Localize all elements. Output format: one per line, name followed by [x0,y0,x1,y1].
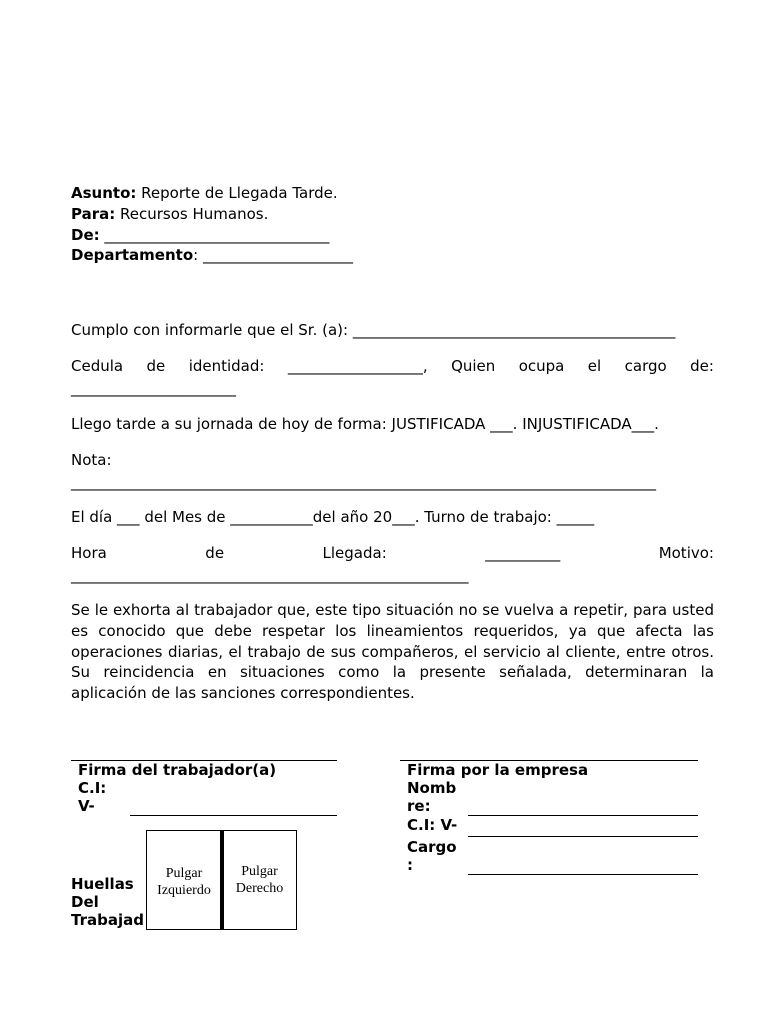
cedula-line [71,357,714,375]
pulgar-izquierdo-line2: Izquierdo [157,883,211,898]
departamento-label: Departamento [71,246,194,264]
firma-empresa-title: Firma por la empresa [407,761,589,779]
asunto-line [71,184,338,202]
empresa-nombre-line [468,815,698,816]
trabajador-v-label: V- [78,797,95,815]
empresa-ci-label: C.I: V- [407,816,458,834]
hora-blank: __________ [485,544,561,562]
asunto-value: Reporte de Llegada Tarde. [141,184,338,202]
hora-word: de [205,544,225,562]
cedula-word: de [146,357,166,375]
departamento-line [71,246,353,264]
huellas-label-1: Huellas [71,875,134,893]
empresa-cargo-label: Cargo [407,838,457,856]
cedula-word: identidad: [188,357,265,375]
cedula-word: Quien [451,357,496,375]
empresa-nombre-label-cont: re: [407,797,431,815]
exhortacion-paragraph: Se le exhorta al trabajador que, este tipo situación no se vuelva a repetir, para usted es conocido que debe respetar los lineamientos requeridos, ya que afecta las operaciones diarias, el trabajo de sus compañeros, el servicio al cliente, entre otros. Su reincidencia en situaciones como la presente señalada, determinaran la aplicación de las sanciones correspondientes. [71,601,714,703]
empresa-cargo-label-cont: : [407,856,413,874]
empresa-nombre-label: Nomb [407,779,457,797]
motivo-blank: _____________________________________________________ [71,566,469,584]
pulgar-izquierdo-box [146,830,222,930]
para-value: Recursos Humanos. [120,205,269,223]
hora-line [71,544,714,562]
para-label: Para: [71,205,116,223]
de-line [71,226,329,244]
pulgar-derecho-line2: Derecho [235,881,284,896]
trabajador-ci-label: C.I: [78,779,107,797]
fecha-line: El día ___ del Mes de ___________del año 20___. Turno de trabajo: _____ [71,508,595,526]
huellas-label-2: Del [71,893,99,911]
de-field: ______________________________ [104,226,330,244]
cargo-blank: ______________________ [71,379,236,397]
informe-line: Cumplo con informarle que el Sr. (a): ___________________________________________ [71,321,676,339]
para-line [71,205,268,223]
asunto-label: Asunto: [71,184,137,202]
nota-label: Nota: [71,451,112,469]
llegada-line: Llego tarde a su jornada de hoy de forma: JUSTIFICADA ___. INJUSTIFICADA___. [71,415,659,433]
cedula-blank: __________________, [287,357,428,375]
hora-word: Hora [71,544,107,562]
firma-trabajador-title: Firma del trabajador(a) [78,761,277,779]
pulgar-izquierdo-line1: Pulgar [165,866,203,881]
pulgar-derecho-box [222,830,297,930]
cedula-word: el [587,357,602,375]
cedula-word: de: [690,357,714,375]
empresa-cargo-line [468,874,698,875]
hora-word: Llegada: [322,544,387,562]
pulgar-derecho-line1: Pulgar [241,864,278,879]
cedula-word: Cedula [71,357,124,375]
departamento-field: : ____________________ [193,246,353,264]
trabajador-ci-line [130,815,337,816]
de-label: De: [71,226,100,244]
empresa-ci-line [468,836,698,837]
hora-word: Motivo: [658,544,714,562]
cedula-word: cargo [624,357,667,375]
nota-line: ______________________________________________________________________________ [71,473,656,491]
cedula-word: ocupa [518,357,565,375]
huellas-label-3: Trabajad [71,911,144,929]
